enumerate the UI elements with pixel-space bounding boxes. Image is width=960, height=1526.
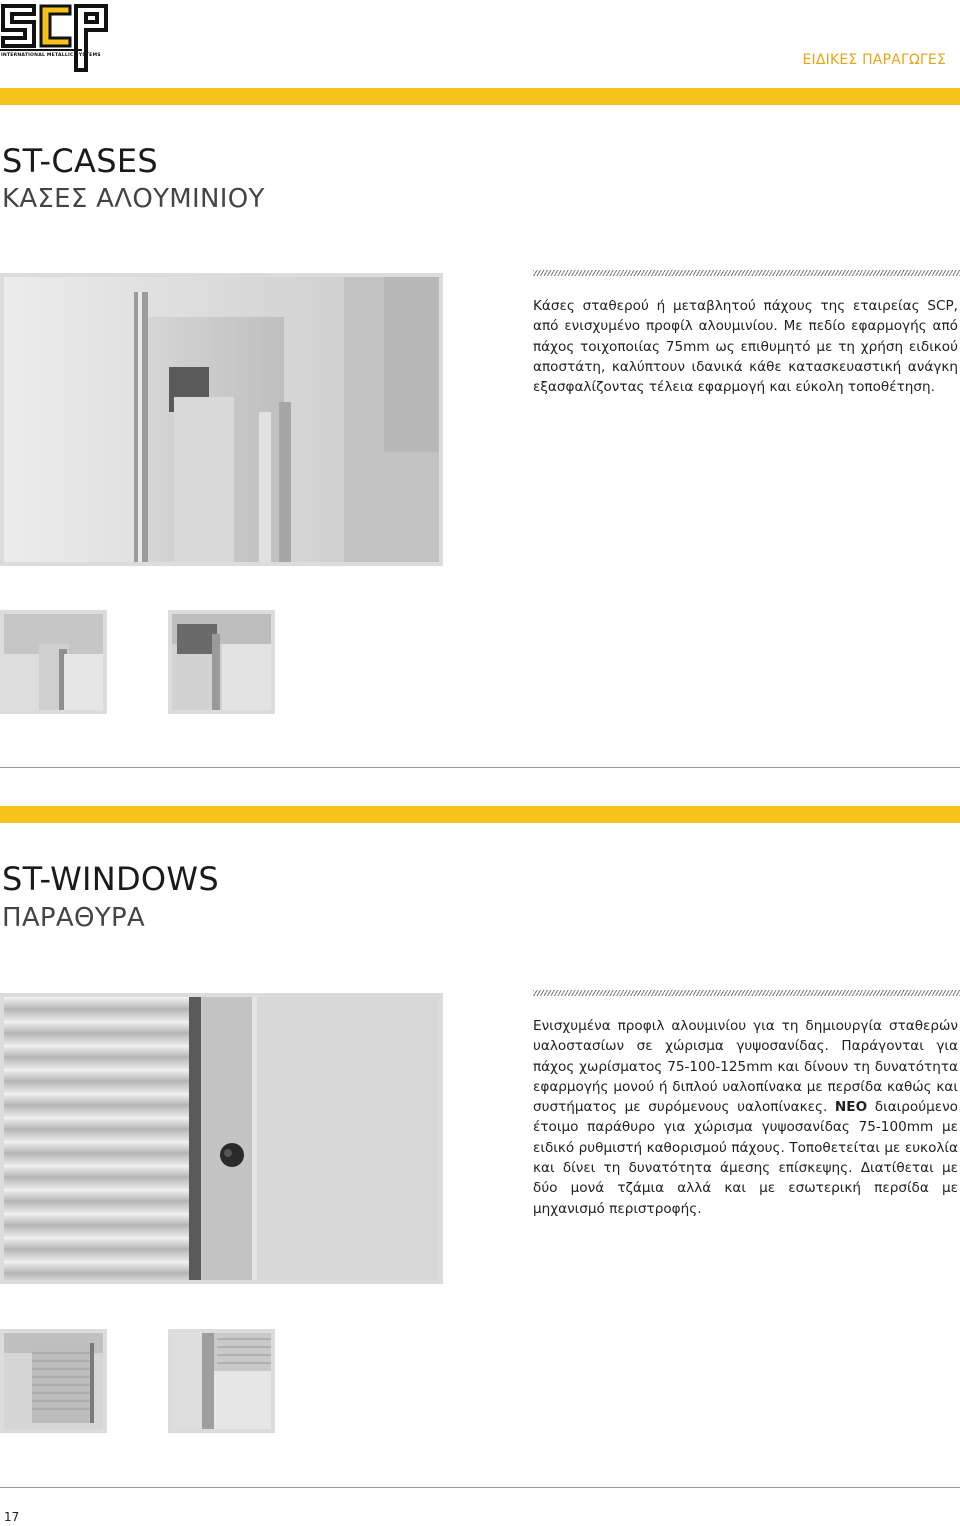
page-number: 17	[4, 1510, 20, 1524]
windows-main-photo	[0, 993, 443, 1284]
cases-thumbnail-2	[168, 610, 275, 714]
cases-title: ST-CASES	[2, 142, 158, 180]
section-label: ΕΙΔΙΚΕΣ ΠΑΡΑΓΩΓΕΣ	[802, 52, 946, 68]
cases-hatch-divider	[533, 270, 960, 276]
cases-thumbnail-1	[0, 610, 107, 714]
windows-thumbnail-1	[0, 1329, 107, 1433]
windows-hatch-divider	[533, 990, 960, 996]
windows-description-part1: Ενισχυμένα προφιλ αλουμινίου για τη δημιουργία σταθερών υαλοστασίων σε χώρισμα γυψοσανίδας. Παράγονται για πάχος χωρίσματος 75-100-125mm και δίνουν τη δυνατότητα εφαρμογής μονού ή διπλού υαλοπίνακα με περσίδα καθώς και συστήματος με συρόμενους υαλοπίνακες.	[533, 1018, 958, 1116]
cases-description: Κάσες σταθερού ή μεταβλητού πάχους της εταιρείας SCP, από ενισχυμένο προφίλ αλουμινίου. Με πεδίο εφαρμογής από πάχος τοιχοποιίας 75mm ως επιθυμητό με τη χρήση ειδικού αποστάτη, καλύπτουν ιδανικά κάθε κατασκευαστική ανάγκη εξασφαλίζοντας τέλεια εφαρμογή και εύκολη τοποθέτηση.	[533, 298, 958, 396]
windows-subtitle: ΠΑΡΑΘΥΡΑ	[2, 903, 146, 933]
windows-title: ST-WINDOWS	[2, 860, 219, 898]
windows-description-part2: διαιρούμενο έτοιμο παράθυρο για χώρισμα γυψοσανίδας 75-100mm με ειδικό ρυθμιστή καθορισμού πάχους. Τοποθετείται με ευκολία και δίνει τη δυνατότητα άμεσης επίσκεψης. Διατίθεται με δύο μονά τζάμια αλλά και με εσωτερική περσίδα με μηχανισμό περιστροφής.	[533, 1099, 958, 1217]
top-yellow-bar	[0, 88, 960, 105]
middle-yellow-bar	[0, 806, 960, 823]
new-badge-text: ΝΕΟ	[834, 1099, 868, 1116]
section-divider-rule	[0, 767, 960, 768]
cases-subtitle: ΚΑΣΕΣ ΑΛΟΥΜΙΝΙΟΥ	[2, 184, 265, 214]
footer-rule	[0, 1487, 960, 1488]
scp-logo	[0, 0, 112, 76]
cases-main-photo	[0, 273, 443, 566]
windows-description	[533, 1016, 958, 1219]
windows-thumbnail-2	[168, 1329, 275, 1433]
logo-tagline: INTERNATIONAL METALLIC SYSTEMS	[1, 53, 101, 58]
